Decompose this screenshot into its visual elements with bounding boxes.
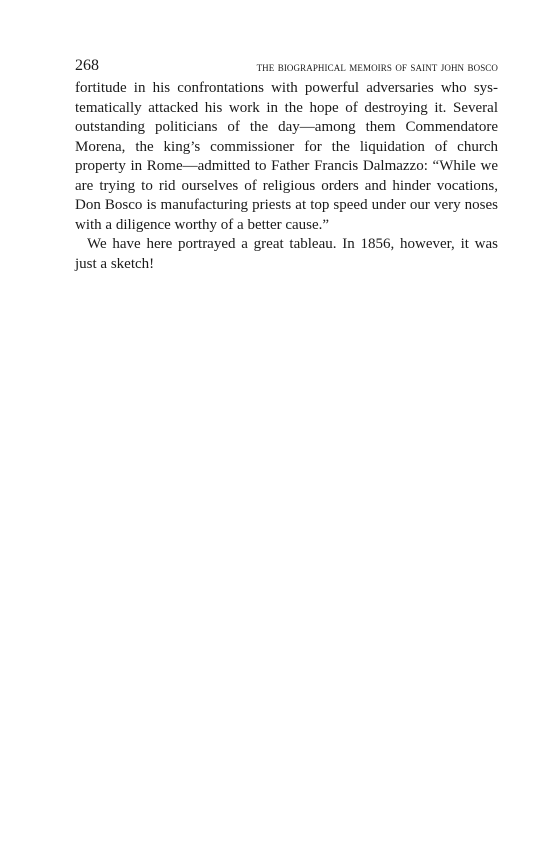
- page-number: 268: [75, 57, 99, 74]
- body-text: [75, 79, 498, 274]
- paragraph: fortitude in his confrontations with powerful adversaries who systematically attacked his work in the hope of destroying it. Several outstanding politicians of the day—among them Commendatore Morena, the king’s commissioner for the liquidation of church property in Rome—admitted to Father Francis Dalmazzo: “While we are trying to rid ourselves of religious orders and hinder vocations, Don Bosco is manufacturing priests at top speed under our very noses with a diligence worthy of a better cause.”: [75, 80, 498, 233]
- running-title: the biographical memoirs of saint john bosco: [256, 59, 498, 74]
- book-page: [75, 56, 498, 274]
- paragraph: We have here portrayed a great tableau. In 1856, however, it was just a sketch!: [75, 236, 498, 272]
- running-head: [75, 56, 498, 76]
